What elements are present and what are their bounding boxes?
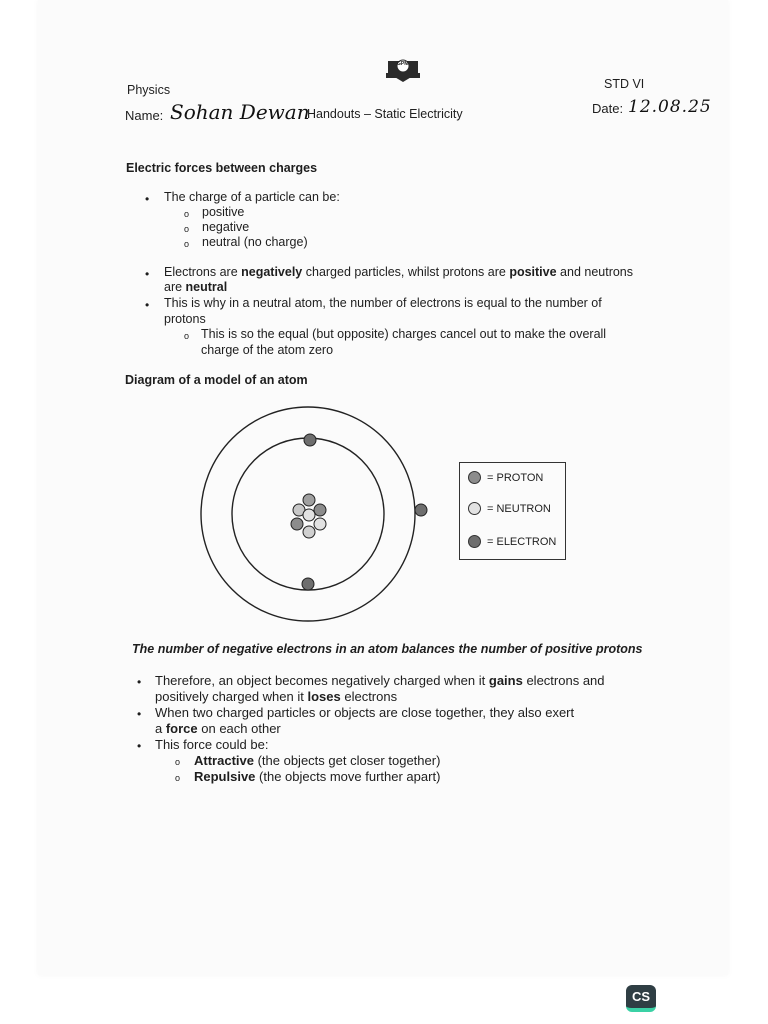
bullet-dot: • bbox=[137, 675, 142, 689]
cancel-out-line1: This is so the equal (but opposite) charges cancel out to make the overall bbox=[201, 327, 607, 341]
name-label: Name: bbox=[125, 108, 164, 123]
nucleus-proton bbox=[291, 518, 303, 530]
electron-proton-line1: Electrons are negatively charged particles, whilst protons are positive and neutrons bbox=[164, 265, 634, 279]
legend-proton bbox=[468, 471, 543, 484]
subject-label: Physics bbox=[127, 83, 171, 97]
legend-proton-label: = PROTON bbox=[487, 471, 544, 484]
sub-bullet: o bbox=[184, 331, 190, 341]
sub-bullet: o bbox=[175, 773, 181, 783]
nucleus-proton bbox=[314, 504, 326, 516]
cancel-out-line2: charge of the atom zero bbox=[201, 343, 334, 357]
force-line1: When two charged particles or objects are close together, they also exert bbox=[155, 705, 575, 720]
std-label: STD VI bbox=[604, 77, 645, 91]
atom-diagram bbox=[195, 400, 435, 630]
sub-bullet: o bbox=[175, 757, 181, 767]
electron-right bbox=[415, 504, 427, 516]
logo-text: GPM bbox=[397, 61, 409, 67]
date-value-handwritten: 12.08.25 bbox=[628, 97, 712, 117]
neutral-atom-line2: protons bbox=[164, 312, 206, 326]
gain-lose-line2: positively charged when it loses electrons bbox=[155, 689, 398, 704]
bullet-dot: • bbox=[145, 192, 150, 206]
nucleus-neutron bbox=[303, 494, 315, 506]
gain-lose-line1: Therefore, an object becomes negatively charged when it gains electrons and bbox=[155, 673, 605, 688]
legend-neutron bbox=[468, 502, 551, 515]
attractive-line: Attractive (the objects get closer together) bbox=[194, 753, 441, 768]
electron-proton-line2: are neutral bbox=[164, 280, 228, 294]
bullet-dot: • bbox=[137, 739, 142, 753]
neutral-atom-line1: This is why in a neutral atom, the number of electrons is equal to the number of bbox=[164, 296, 602, 310]
bullet-dot: • bbox=[145, 298, 150, 312]
nucleus-neutron bbox=[303, 509, 315, 521]
proton-swatch bbox=[468, 471, 481, 484]
legend-neutron-label: = NEUTRON bbox=[487, 502, 551, 515]
legend-electron-label: = ELECTRON bbox=[487, 535, 557, 548]
force-could-be: This force could be: bbox=[155, 737, 269, 752]
section-heading-electric-forces: Electric forces between charges bbox=[126, 161, 318, 175]
electron-swatch bbox=[468, 535, 481, 548]
electron-bottom bbox=[302, 578, 314, 590]
balance-statement: The number of negative electrons in an atom balances the number of positive protons bbox=[132, 642, 643, 656]
sub-bullet: o bbox=[184, 224, 190, 234]
sub-bullet: o bbox=[184, 239, 190, 249]
sub-bullet: o bbox=[184, 209, 190, 219]
nucleus-neutron bbox=[314, 518, 326, 530]
charge-negative: negative bbox=[202, 220, 250, 234]
force-line2: a force on each other bbox=[155, 721, 281, 736]
date-label: Date: bbox=[592, 101, 624, 116]
atom-legend bbox=[459, 462, 566, 560]
section-heading-atom-diagram: Diagram of a model of an atom bbox=[125, 373, 308, 387]
name-value-handwritten: Sohan Dewan bbox=[170, 100, 310, 124]
neutron-swatch bbox=[468, 502, 481, 515]
electron-top bbox=[304, 434, 316, 446]
bullet-dot: • bbox=[137, 707, 142, 721]
nucleus-neutron bbox=[303, 526, 315, 538]
legend-electron bbox=[468, 535, 556, 548]
handout-title: Handouts – Static Electricity bbox=[307, 107, 463, 121]
school-logo bbox=[384, 55, 422, 85]
charge-intro: The charge of a particle can be: bbox=[164, 190, 340, 204]
charge-positive: positive bbox=[202, 205, 245, 219]
repulsive-line: Repulsive (the objects move further apart) bbox=[194, 769, 441, 784]
charge-neutral: neutral (no charge) bbox=[202, 235, 308, 249]
bullet-dot: • bbox=[145, 267, 150, 281]
camscanner-logo: CS bbox=[626, 985, 656, 1012]
